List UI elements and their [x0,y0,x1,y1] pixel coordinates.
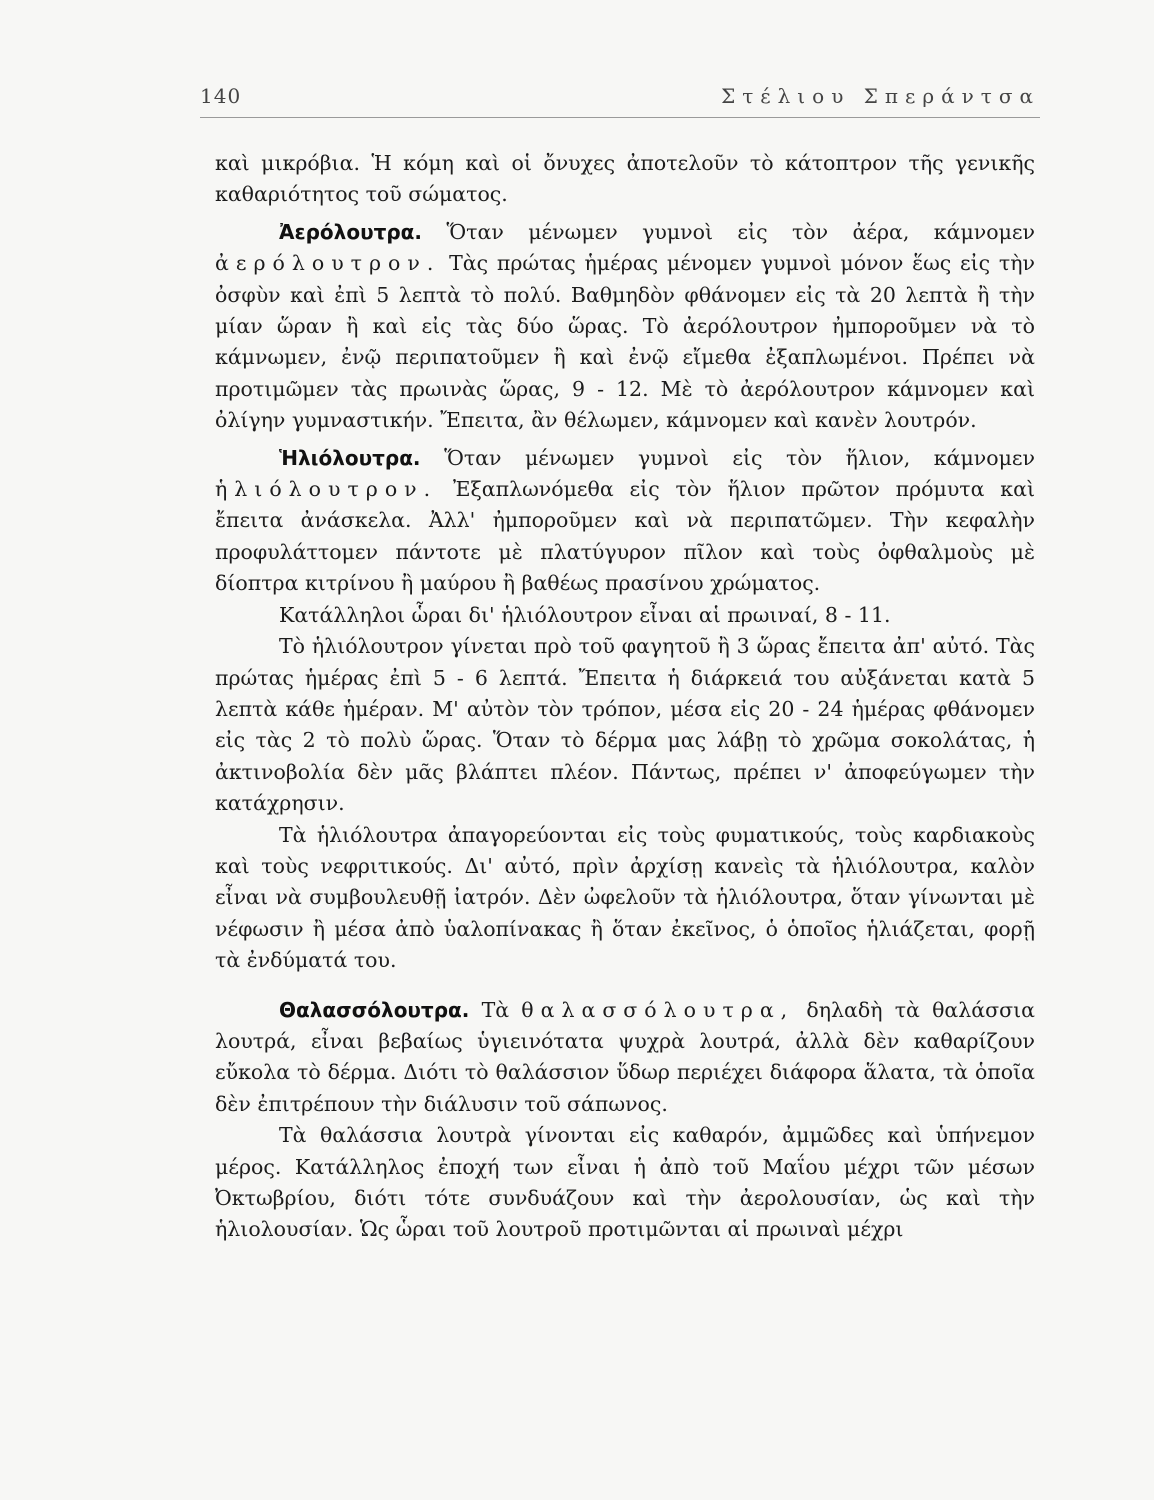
paragraph-8 [215,1120,1035,1246]
paragraph-5 [215,631,1035,819]
section-heading-thalassolutra: Θαλασσόλουτρα. [279,997,470,1022]
paragraph-heliolutra [215,443,1035,600]
paragraph-4 [215,600,1035,631]
paragraph-text: Τὰς πρώτας ἡμέρας μένομεν γυμνοὶ μόνον ἕως εἰς τὴν ὀσφὺν καὶ ἐπὶ 5 λεπτὰ τὸ πολύ. Βαθμηδὸν φθάνομεν εἰς τὰ 20 λεπτὰ ἢ τὴν μίαν ὥραν ἢ καὶ εἰς τὰς δύο ὥρας. Τὸ ἀερόλουτρον ἠμποροῦμεν νὰ τὸ κάμνωμεν, ἐνῷ περιπατοῦμεν ἢ καὶ ἐνῷ εἴμεθα ἐξαπλωμένοι. Πρέπει νὰ προτιμῶμεν τὰς πρωινὰς ὥρας, 9 - 12. Μὲ τὸ ἀερόλουτρον κάμνομεν καὶ ὀλίγην γυμναστικήν. Ἔπειτα, ἂν θέλωμεν, κάμνομεν καὶ κανὲν λουτρόν. [215,251,1035,433]
paragraph-text: Ὅταν μένωμεν γυμνοὶ εἰς τὸν ἥλιον, κάμνομεν [444,445,1035,470]
paragraph-1 [215,148,1035,211]
paragraph-aerolutra [215,217,1035,437]
paragraph-thalassolutra [215,995,1035,1121]
paragraph-text: καὶ μικρόβια. Ἡ κόμη καὶ οἱ ὄνυχες ἀποτελοῦν τὸ κάτοπτρον τῆς γενικῆς καθαριότητος τοῦ σώματος. [215,151,1035,207]
paragraph-text: Τὰ [481,997,510,1022]
spaced-term: ἀερόλουτρον. [215,251,441,276]
paragraph-text: δηλαδὴ τὰ θαλάσσια λουτρά, εἶναι βεβαίως ὑγιεινότατα ψυχρὰ λουτρά, ἀλλὰ δὲν καθαρίζουν εὔκολα τὸ δέρμα. Διότι τὸ θαλάσσιον ὕδωρ περιέχει διάφορα ἅλατα, τὰ ὁποῖα δὲν ἐπιτρέπουν τὴν διάλυσιν τοῦ σάπωνος. [215,997,1035,1116]
section-heading-aerolutra: Ἀερόλουτρα. [279,219,422,244]
paragraph-text: Τὰ θαλάσσια λουτρὰ γίνονται εἰς καθαρόν, ἀμμῶδες καὶ ὑπήνεμον μέρος. Κατάλληλος ἐποχή των εἶναι ἡ ἀπὸ τοῦ Μαΐου μέχρι τῶν μέσων Ὀκτωβρίου, διότι τότε συνδυάζουν καὶ τὴν ἀερολουσίαν, ὡς καὶ τὴν ἡλιολουσίαν. Ὡς ὧραι τοῦ λουτροῦ προτιμῶνται αἱ πρωιναὶ μέχρι [215,1123,1035,1242]
paragraph-text: Τὸ ἡλιόλουτρον γίνεται πρὸ τοῦ φαγητοῦ ἢ 3 ὥρας ἔπειτα ἀπ' αὐτό. Τὰς πρώτας ἡμέρας ἐπὶ 5 - 6 λεπτά. Ἔπειτα ἡ διάρκειά του αὐξάνεται κατὰ 5 λεπτὰ κάθε ἡμέραν. Μ' αὐτὸν τὸν τρόπον, μέσα εἰς 20 - 24 ἡμέρας φθάνομεν εἰς τὰς 2 τὸ πολὺ ὥρας. Ὅταν τὸ δέρμα μας λάβῃ τὸ χρῶμα σοκολάτας, ἡ ἀκτινοβολία δὲν μᾶς βλάπτει πλέον. Πάντως, πρέπει ν' ἀποφεύγωμεν τὴν κατάχρησιν. [215,634,1035,816]
running-head: Στέλιου Σπεράντσα [721,84,1040,108]
header-rule [200,117,1040,118]
paragraph-6 [215,820,1035,977]
page-body [215,148,1035,1246]
spaced-term: θαλασσόλουτρα, [521,997,795,1022]
page-number: 140 [200,84,242,108]
paragraph-text: Ἐξαπλωνόμεθα εἰς τὸν ἥλιον πρῶτον πρόμυτα καὶ ἔπειτα ἀνάσκελα. Ἀλλ' ἠμποροῦμεν καὶ νὰ περιπατῶμεν. Τὴν κεφαλὴν προφυλάττομεν πάντοτε μὲ πλατύγυρον πῖλον καὶ τοὺς ὀφθαλμοὺς μὲ δίοπτρα κιτρίνου ἢ μαύρου ἢ βαθέως πρασίνου χρώματος. [215,477,1035,596]
paragraph-text: Τὰ ἡλιόλουτρα ἀπαγορεύονται εἰς τοὺς φυματικούς, τοὺς καρδιακοὺς καὶ τοὺς νεφριτικούς. Δι' αὐτό, πρὶν ἀρχίσῃ κανεὶς τὰ ἡλιόλουτρα, καλὸν εἶναι νὰ συμβουλευθῇ ἰατρόν. Δὲν ὠφελοῦν τὰ ἡλιόλουτρα, ὅταν γίνωνται μὲ νέφωσιν ἢ μέσα ἀπὸ ὑαλοπίνακας ἢ ὅταν ἐκεῖνος, ὁ ὁποῖος ἡλιάζεται, φορῇ τὰ ἐνδύματά του. [215,822,1035,973]
paragraph-text: Ὅταν μένωμεν γυμνοὶ εἰς τὸν ἀέρα, κάμνομεν [446,219,1035,244]
spaced-term: ἡλιόλουτρον. [215,477,438,502]
paragraph-text: Κατάλληλοι ὧραι δι' ἡλιόλουτρον εἶναι αἱ πρωιναί, 8 - 11. [279,602,891,627]
page-header [200,84,1040,114]
section-heading-heliolutra: Ἡλιόλουτρα. [279,445,421,470]
